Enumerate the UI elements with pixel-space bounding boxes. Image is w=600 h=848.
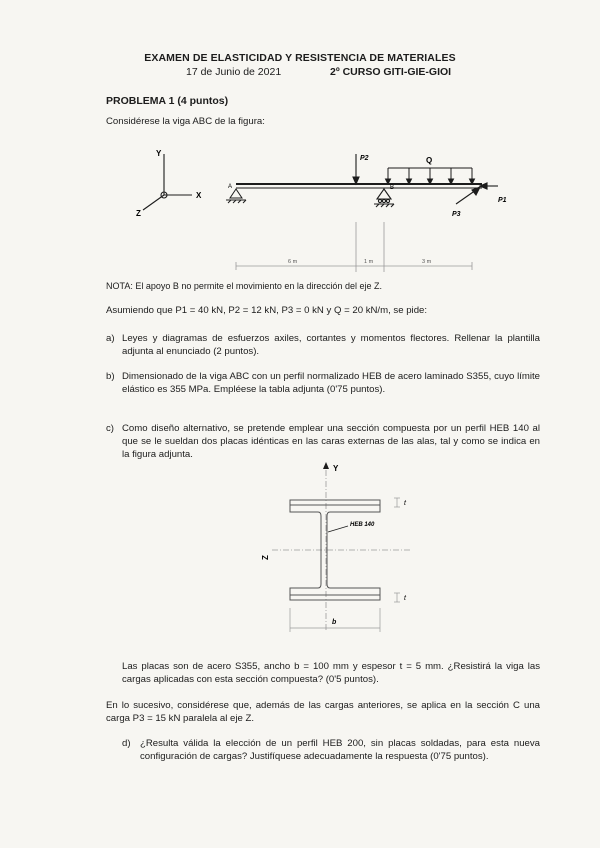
load-p3-arrow xyxy=(456,187,480,204)
top-plate xyxy=(290,500,380,505)
axis-y-label: Y xyxy=(156,149,162,158)
item-a-text: Leyes y diagramas de esfuerzos axiles, cortantes y momentos flectores. Rellenar la plantilla adjunta al enunciado (2 puntos). xyxy=(122,333,540,357)
section-z-label: Z xyxy=(261,555,270,560)
exam-date: 17 de Junio de 2021 xyxy=(186,66,282,78)
item-d-text: ¿Resulta válida la elección de un perfil HEB 200, sin placas soldadas, para esta nueva configuración de cargas? Justifíquese adecuadamente la respuesta (0'75 puntos). xyxy=(140,738,540,762)
section-figure xyxy=(250,460,430,640)
assumption-text: Asumiendo que P1 = 40 kN, P2 = 12 kN, P3 = 0 kN y Q = 20 kN/m, se pide: xyxy=(106,305,428,316)
item-a-label: a) xyxy=(106,333,115,344)
point-b-label: B xyxy=(390,185,395,191)
load-p1-arrow xyxy=(480,183,498,189)
problem-intro: Considérese la viga ABC de la figura: xyxy=(106,116,265,127)
exam-title: EXAMEN DE ELASTICIDAD Y RESISTENCIA DE MATERIALES xyxy=(144,52,456,64)
load-p1-label: P1 xyxy=(498,197,507,204)
profile-leader xyxy=(328,526,348,532)
item-d-label: d) xyxy=(122,738,131,749)
item-b-text: Dimensionado de la viga ABC con un perfil normalizado HEB de acero laminado S355, cuyo límite elástico es 355 MPa. Empléese la tabla adjunta (0'75 puntos). xyxy=(122,371,540,395)
item-b-label: b) xyxy=(106,371,115,382)
load-p2-label: P2 xyxy=(360,155,369,162)
width-label: b xyxy=(332,619,337,626)
distributed-load-q xyxy=(386,168,475,184)
axes-triad xyxy=(143,154,192,210)
point-a-label: A xyxy=(228,184,233,190)
dimension-3m: 3 m xyxy=(422,259,432,265)
problem-heading: PROBLEMA 1 (4 puntos) xyxy=(106,95,229,107)
axis-z-label: Z xyxy=(136,209,141,218)
dimension-lines xyxy=(236,222,472,272)
section-y-label: Y xyxy=(333,464,339,473)
dimension-6m: 6 m xyxy=(288,259,298,265)
thickness-bottom-label: t xyxy=(404,595,406,602)
load-p3-label: P3 xyxy=(452,211,461,218)
bottom-plate xyxy=(290,595,380,600)
beam-figure xyxy=(100,140,520,275)
item-c-label: c) xyxy=(106,423,114,434)
beam-abc xyxy=(236,184,482,188)
support-note: NOTA: El apoyo B no permite el movimiento en la dirección del eje Z. xyxy=(106,281,382,291)
thickness-top-label: t xyxy=(404,500,406,507)
section-y-axis xyxy=(323,462,329,630)
exam-course: 2º CURSO GITI-GIE-GIOI xyxy=(330,66,452,78)
load-p2-arrow xyxy=(353,154,359,184)
plates-text: Las placas son de acero S355, ancho b = 100 mm y espesor t = 5 mm. ¿Resistirá la viga las cargas aplicadas con esta sección compuesta? (0'5 puntos). xyxy=(122,661,540,685)
item-c-text: Como diseño alternativo, se pretende emplear una sección compuesta por un perfil HEB 140 al que se le sueldan dos placas idénticas en las caras externas de las alas, tal y como se indica en la figura adjunta. xyxy=(122,423,540,460)
profile-label: HEB 140 xyxy=(350,522,375,528)
load-q-label: Q xyxy=(426,156,433,165)
support-a xyxy=(226,189,246,203)
axis-x-label: X xyxy=(196,191,202,200)
next-text: En lo sucesivo, considérese que, además de las cargas anteriores, se aplica en la sección C una carga P3 = 15 kN paralela al eje Z. xyxy=(106,700,540,724)
dimension-1m: 1 m xyxy=(364,259,374,265)
support-b xyxy=(374,189,394,207)
